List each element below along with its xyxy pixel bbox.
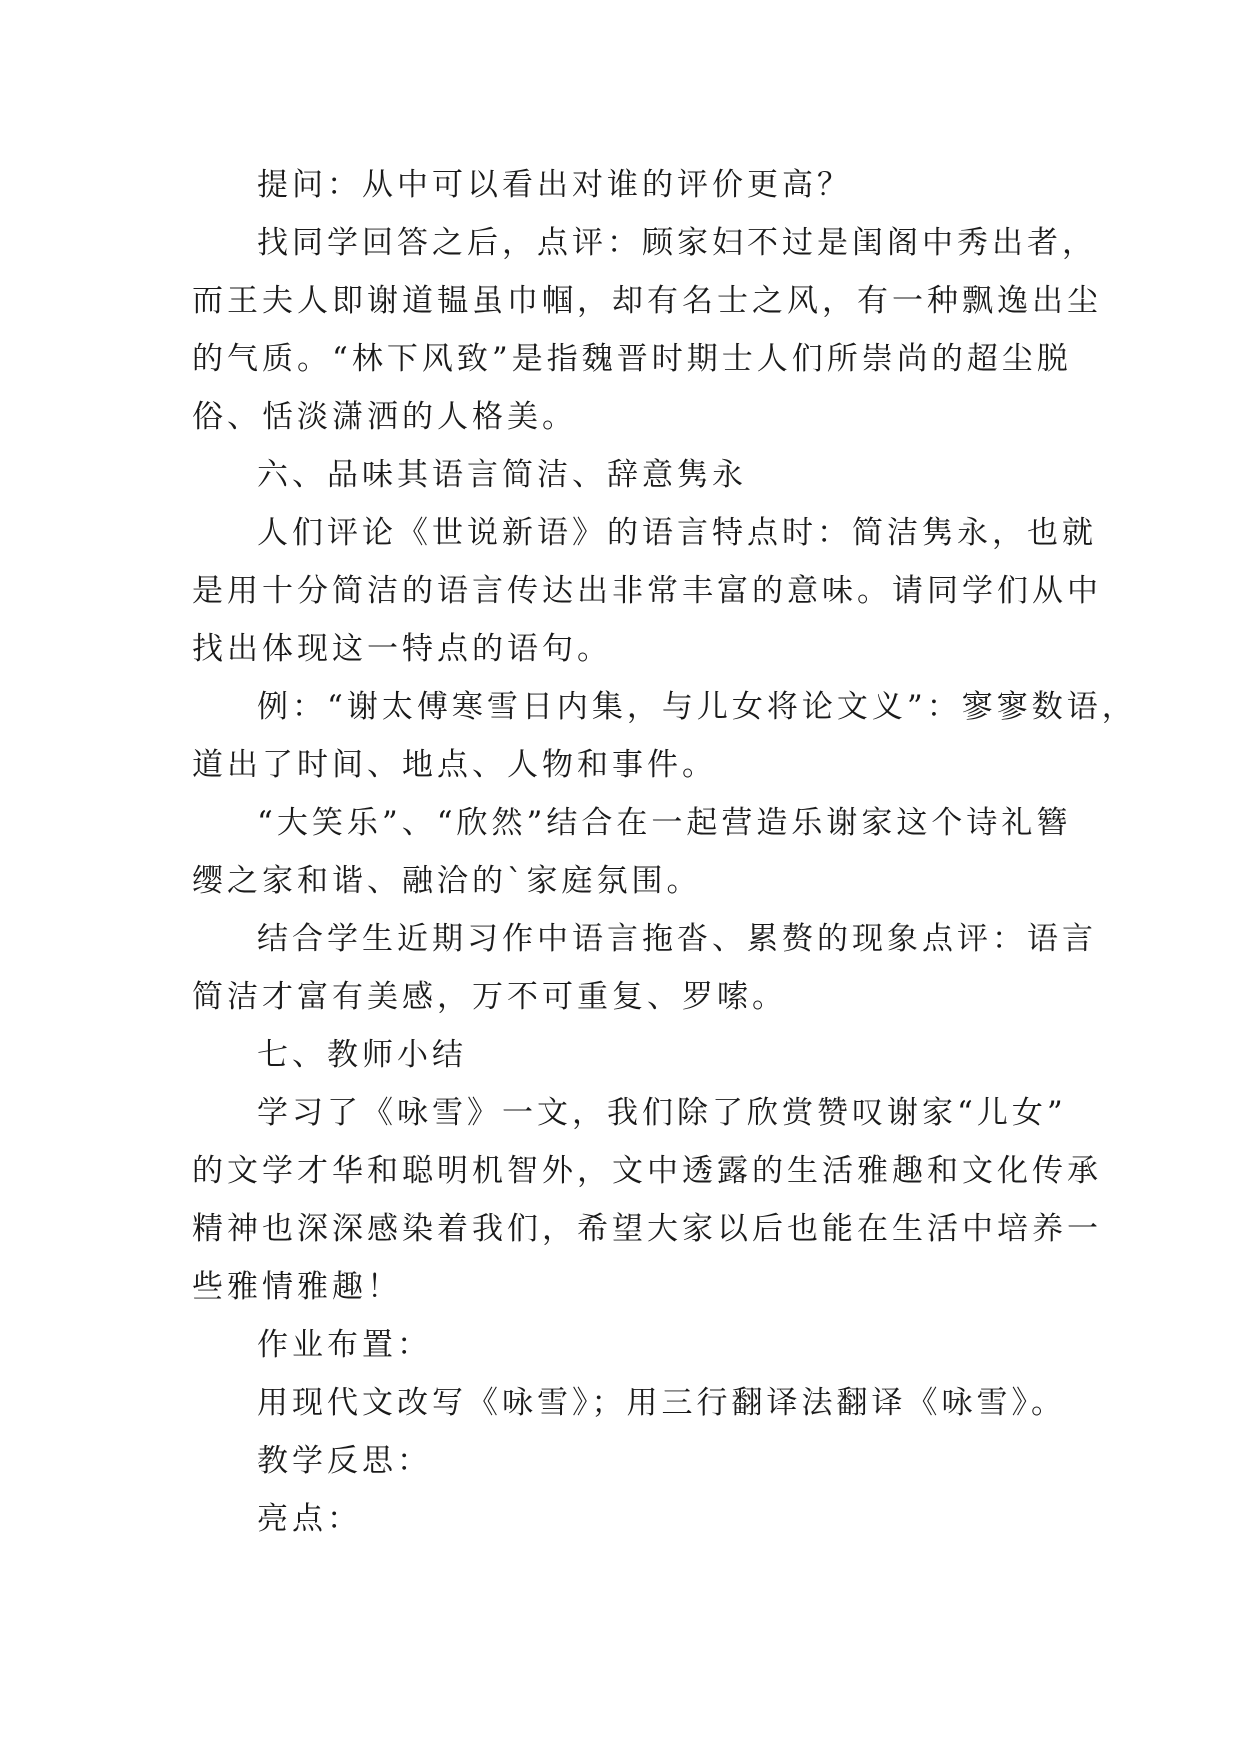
highlights-heading: 亮点： <box>257 1501 362 1537</box>
paragraph-language-line-1: 人们评论《世说新语》的语言特点时：简洁隽永，也就 <box>257 515 1097 551</box>
paragraph-summary-line-1: 学习了《咏雪》一文，我们除了欣赏赞叹谢家“儿女” <box>257 1095 1067 1131</box>
paragraph-comment-line-1: 找同学回答之后，点评：顾家妇不过是闺阁中秀出者， <box>257 225 1097 261</box>
paragraph-student-line-2: 简洁才富有美感，万不可重复、罗嗦。 <box>192 979 787 1015</box>
paragraph-comment-line-2: 而王夫人即谢道韫虽巾帼，却有名士之风，有一种飘逸出尘 <box>192 283 1102 319</box>
reflection-heading: 教学反思： <box>257 1443 432 1479</box>
paragraph-student-line-1: 结合学生近期习作中语言拖沓、累赘的现象点评：语言 <box>257 921 1097 957</box>
paragraph-example-line-1: 例：“谢太傅寒雪日内集，与儿女将论文义”：寥寥数语， <box>257 689 1137 725</box>
paragraph-question: 提问：从中可以看出对谁的评价更高？ <box>257 167 852 203</box>
paragraph-laughter-line-2: 缨之家和谐、融洽的`家庭氛围。 <box>192 863 702 899</box>
section-heading-6: 六、品味其语言简洁、辞意隽永 <box>257 457 747 493</box>
paragraph-example-line-2: 道出了时间、地点、人物和事件。 <box>192 747 717 783</box>
paragraph-summary-line-3: 精神也深深感染着我们，希望大家以后也能在生活中培养一 <box>192 1211 1102 1247</box>
section-heading-7: 七、教师小结 <box>257 1037 467 1073</box>
paragraph-comment-line-4: 俗、恬淡潇洒的人格美。 <box>192 399 577 435</box>
homework-content: 用现代文改写《咏雪》；用三行翻译法翻译《咏雪》。 <box>257 1385 1066 1421</box>
paragraph-comment-line-3: 的气质。“林下风致”是指魏晋时期士人们所崇尚的超尘脱 <box>192 341 1072 377</box>
paragraph-laughter-line-1: “大笑乐”、“欣然”结合在一起营造乐谢家这个诗礼簪 <box>257 805 1072 841</box>
paragraph-summary-line-4: 些雅情雅趣！ <box>192 1269 402 1305</box>
paragraph-language-line-3: 找出体现这一特点的语句。 <box>192 631 612 667</box>
paragraph-language-line-2: 是用十分简洁的语言传达出非常丰富的意味。请同学们从中 <box>192 573 1102 609</box>
homework-heading: 作业布置： <box>257 1327 432 1363</box>
paragraph-summary-line-2: 的文学才华和聪明机智外，文中透露的生活雅趣和文化传承 <box>192 1153 1102 1189</box>
